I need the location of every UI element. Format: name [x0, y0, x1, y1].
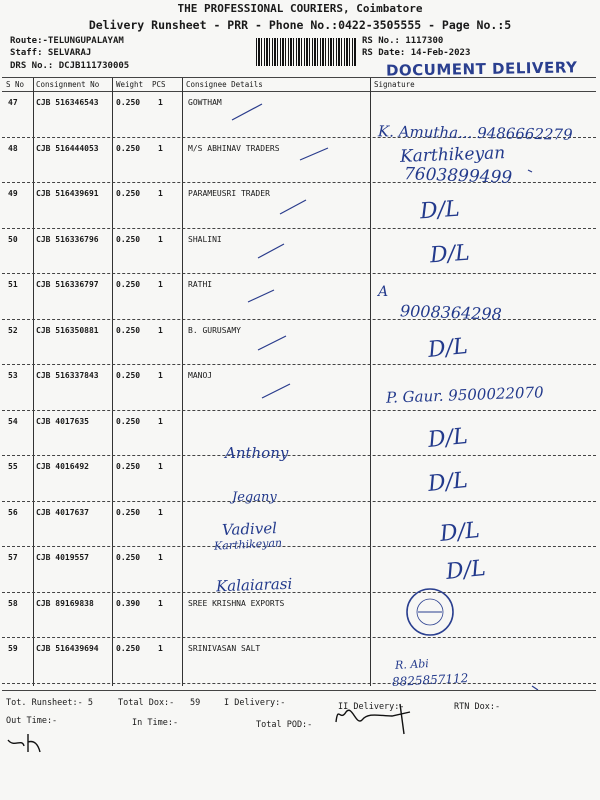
row-sno: 57 — [8, 553, 18, 562]
col-header-consignee: Consignee Details — [186, 80, 263, 89]
name-row-54: Anthony — [225, 444, 289, 462]
col-header-pcs: PCS — [152, 80, 166, 89]
signature-row-51: A — [378, 284, 389, 300]
row-consignee: SHALINI — [188, 234, 222, 244]
total-dox-value: 59 — [190, 698, 201, 708]
row-pcs: 1 — [158, 143, 163, 153]
row-weight: 0.250 — [116, 553, 141, 562]
row-weight: 0.250 — [116, 325, 141, 335]
signature-row-48: Karthikeyan — [399, 143, 506, 167]
name-row-55: Jegany — [232, 490, 277, 505]
row-weight: 0.250 — [116, 462, 141, 471]
rtn-dox: RTN Dox:- — [454, 702, 501, 712]
tot-runsheet: Tot. Runsheet:- 5 — [6, 698, 93, 708]
row-sno: 50 — [8, 234, 18, 244]
name1-row-56: Vadivel — [221, 519, 278, 539]
row-sno: 51 — [8, 280, 18, 289]
row-pcs: 1 — [158, 189, 163, 198]
company-title: THE PROFESSIONAL COURIERS, Coimbatore — [177, 2, 423, 15]
row-consignee: M/S ABHINAV TRADERS — [188, 143, 280, 153]
row-sno: 52 — [8, 325, 18, 335]
row-consignment-no: CJB 516350881 — [36, 325, 99, 335]
row-consignment-no: CJB 516336796 — [36, 234, 99, 244]
row-consignee: GOWTHAM — [188, 98, 222, 107]
staff-label: Staff: SELVARAJ — [10, 48, 92, 58]
signature-row-54: D/L — [426, 423, 469, 454]
signature-row-47: K. Amutha... 9486662279 — [377, 122, 573, 144]
out-time: Out Time:- — [6, 716, 58, 726]
phone-row-51: 9008364298 — [399, 301, 503, 324]
document-delivery-stamp: DOCUMENT DELIVERY — [385, 58, 578, 80]
row-sno: 53 — [8, 371, 18, 380]
row-sno: 48 — [8, 143, 18, 153]
row-pcs: 1 — [158, 325, 163, 335]
footer-initials — [48, 734, 50, 735]
total-dox-label: Total Dox:- — [118, 698, 175, 708]
col-header-sno: S No — [6, 80, 25, 89]
row-consignment-no: CJB 516444053 — [36, 143, 99, 153]
col-header-weight: Weight — [116, 80, 144, 89]
row-pcs: 1 — [158, 371, 163, 380]
signature-row-56: D/L — [438, 517, 481, 548]
row-weight: 0.250 — [116, 189, 141, 198]
row-pcs: 1 — [158, 416, 163, 426]
row-sno: 56 — [8, 507, 18, 517]
row-consignee: MANOJ — [188, 371, 213, 380]
row-weight: 0.250 — [116, 234, 141, 244]
col-header-signature: Signature — [374, 80, 415, 89]
runsheet-title: Delivery Runsheet - PRR - Phone No.:0422-3505555 - Page No.:5 — [88, 18, 512, 32]
row-consignment-no: CJB 516346543 — [36, 98, 99, 107]
row-sno: 55 — [8, 462, 18, 471]
signature-row-55: D/L — [426, 467, 469, 498]
row-consignee: SRINIVASAN SALT — [188, 644, 261, 653]
row-consignment-no: CJB 516337843 — [36, 371, 99, 380]
drs-number: DRS No.: DCJB111730005 — [10, 61, 130, 71]
row-consignment-no: CJB 4016492 — [36, 462, 89, 471]
signature-row-57: D/L — [444, 555, 487, 586]
row-pcs: 1 — [158, 507, 163, 517]
row-weight: 0.250 — [116, 143, 141, 153]
signature-row-49: D/L — [419, 196, 461, 225]
rs-date: RS Date: 14-Feb-2023 — [362, 48, 471, 58]
row-weight: 0.250 — [116, 644, 141, 653]
row-pcs: 1 — [158, 644, 163, 653]
col-header-consignment: Consignment No — [36, 80, 100, 89]
row-weight: 0.250 — [116, 98, 141, 107]
rs-number: RS No.: 1117300 — [362, 36, 444, 46]
row-sno: 49 — [8, 189, 18, 198]
row-consignment-no: CJB 4017635 — [36, 416, 89, 426]
row-sno: 58 — [8, 598, 18, 608]
row-consignee: SREE KRISHNA EXPORTS — [188, 598, 285, 608]
signature-row-59: R. Abi — [394, 657, 430, 672]
row-consignment-no: CJB 4017637 — [36, 507, 89, 517]
signature-row-53: P. Gaur. 9500022070 — [385, 383, 544, 407]
total-pod: Total POD:- — [256, 720, 313, 730]
row-pcs: 1 — [158, 234, 163, 244]
signature-row-52: D/L — [426, 333, 469, 364]
i-delivery: I Delivery:- — [224, 698, 286, 708]
row-consignee: PARAMEUSRI TRADER — [188, 189, 270, 198]
row-consignment-no: CJB 516439691 — [36, 189, 99, 198]
in-time: In Time:- — [132, 718, 179, 728]
phone-row-48: 7603899499 — [403, 164, 513, 188]
signature-row-50: D/L — [429, 240, 471, 269]
footer-top-rule — [2, 690, 596, 691]
row-consignment-no: CJB 516336797 — [36, 280, 99, 289]
ii-delivery: II Delivery:- — [338, 702, 405, 712]
row-weight: 0.250 — [116, 416, 141, 426]
name-row-57: Kalaiarasi — [215, 574, 293, 596]
route-label: Route:-TELUNGUPALAYAM — [10, 36, 124, 46]
row-consignee: B. GURUSAMY — [188, 325, 241, 335]
row-sno: 54 — [8, 416, 18, 426]
row-pcs: 1 — [158, 98, 163, 107]
phone-row-59: 8825857112 — [391, 671, 469, 689]
row-pcs: 1 — [158, 598, 163, 608]
row-sno: 47 — [8, 98, 18, 107]
row-pcs: 1 — [158, 462, 163, 471]
row-weight: 0.250 — [116, 507, 141, 517]
row-sno: 59 — [8, 644, 18, 653]
row-consignment-no: CJB 516439694 — [36, 644, 99, 653]
name2-row-56: Karthikeyan — [213, 536, 283, 553]
row-weight: 0.250 — [116, 371, 141, 380]
row-pcs: 1 — [158, 553, 163, 562]
row-consignee: RATHI — [188, 280, 213, 289]
row-pcs: 1 — [158, 280, 163, 289]
row-consignment-no: CJB 4019557 — [36, 553, 89, 562]
row-weight: 0.390 — [116, 598, 141, 608]
row-weight: 0.250 — [116, 280, 141, 289]
row-consignment-no: CJB 89169838 — [36, 598, 94, 608]
